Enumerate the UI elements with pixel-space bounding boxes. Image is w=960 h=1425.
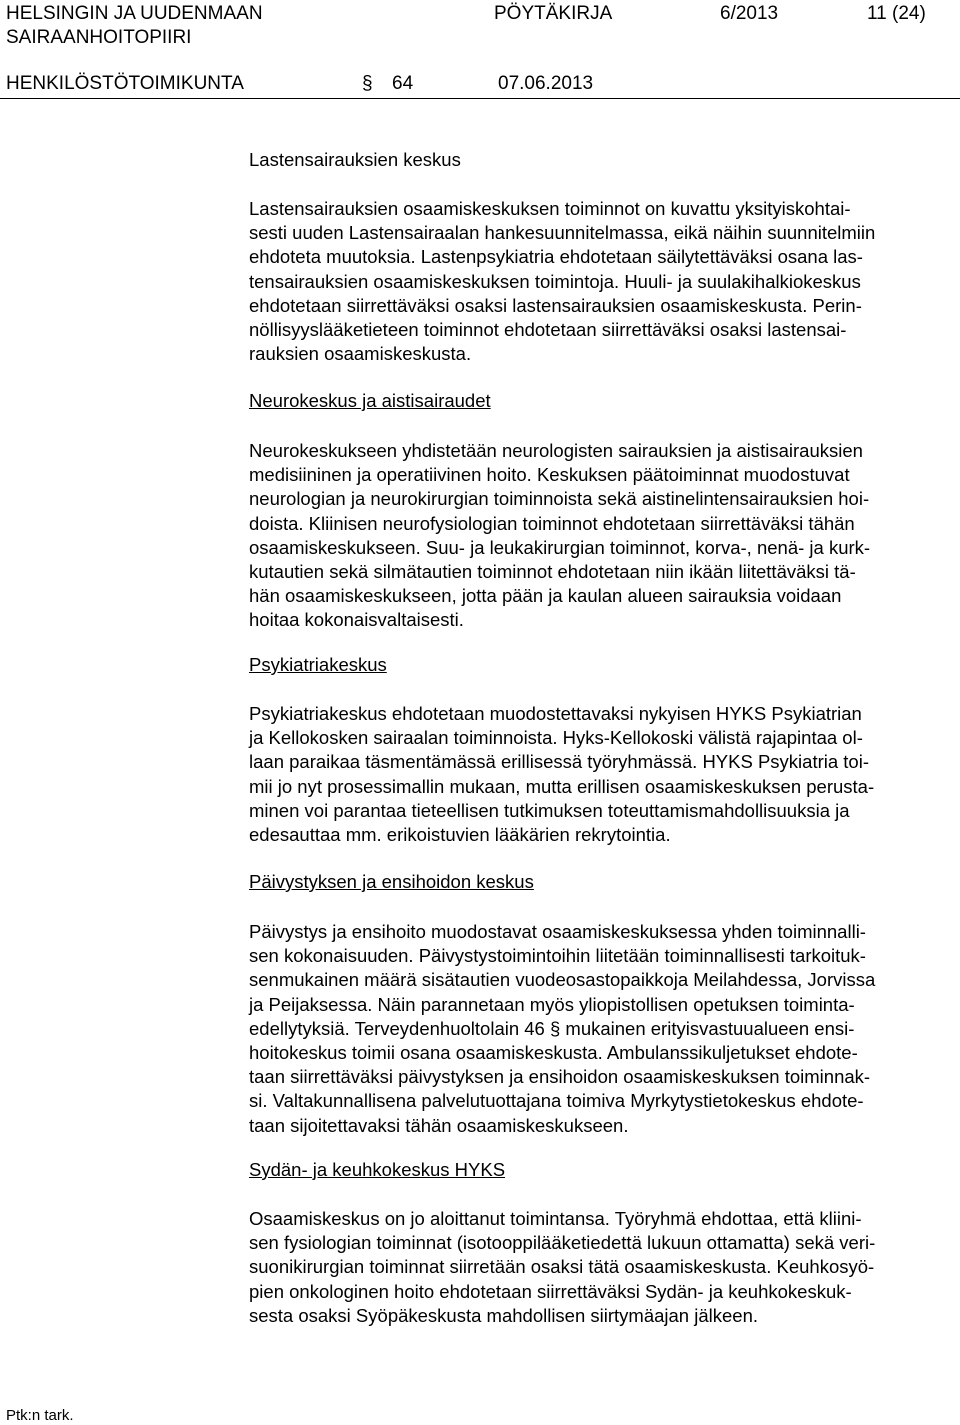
org-name-line2: SAIRAANHOITOPIIRI xyxy=(6,27,192,48)
section-psykiatriakeskus xyxy=(249,653,955,847)
paragraph-line: edellytyksiä. Terveydenhuoltolain 46 § mukainen erityisvastuualueen ensi- xyxy=(249,1017,855,1039)
footer-verification-label: Ptk:n tark. xyxy=(6,1407,74,1424)
section-title: Sydän- ja keuhkokeskus HYKS xyxy=(249,1159,506,1180)
section-lastensairauksien-keskus xyxy=(249,148,955,366)
section-title: Päivystyksen ja ensihoidon keskus xyxy=(249,871,534,892)
paragraph-line: Neurokeskukseen yhdistetään neurologisten sairauksien ja aistisairauksien xyxy=(249,440,863,461)
paragraph-line: pien onkologinen hoito ehdotetaan siirrettäväksi Sydän- ja keuhkokeskuk- xyxy=(249,1280,852,1302)
paragraph-line: hoitokeskus toimii osana osaamiskeskusta. Ambulanssikuljetukset ehdote- xyxy=(249,1042,858,1064)
paragraph-line: sesta osaksi Syöpäkeskusta mahdollisen siirtymäajan jälkeen. xyxy=(249,1304,759,1326)
section-paragraph xyxy=(249,1207,955,1328)
paragraph-line: ehdotetaan siirrettäväksi osaksi lastensairauksien osaamiskeskusta. Perin- xyxy=(249,294,862,316)
paragraph-line: sen kokonaisuuden. Päivystystoimintoihin liitetään toiminnallisesti tarkoituk- xyxy=(249,945,866,967)
section-neurokeskus xyxy=(249,389,955,633)
paragraph-line: laan paraikaa täsmentämässä erillisessä työryhmässä. HYKS Psykiatria toi- xyxy=(249,751,869,773)
paragraph-line: Psykiatriakeskus ehdotetaan muodostettavaksi nykyisen HYKS Psykiatrian xyxy=(249,703,862,724)
section-mark: § xyxy=(362,73,373,94)
paragraph-line: doista. Kliinisen neurofysiologian toiminnot ehdotetaan siirrettäväksi tähän xyxy=(249,512,855,534)
paragraph-line: taan sijoitettavaksi tähän osaamiskeskukseen. xyxy=(249,1114,629,1136)
meeting-date: 07.06.2013 xyxy=(498,73,594,94)
paragraph-line: si. Valtakunnallisena palvelutuottajana toimiva Myrkytystietokeskus ehdote- xyxy=(249,1090,864,1112)
paragraph-line: medisiininen ja operatiivinen hoito. Keskuksen päätoiminnat muodostuvat xyxy=(249,464,850,486)
paragraph-line: rauksien osaamiskeskusta. xyxy=(249,343,472,365)
paragraph-line: neurologian ja neurokirurgian toiminnoista sekä aistinelintensairauksien hoi- xyxy=(249,488,870,510)
section-paragraph xyxy=(249,197,955,366)
committee-name: HENKILÖSTÖTOIMIKUNTA xyxy=(6,73,244,94)
paragraph-line: Osaamiskeskus on jo aloittanut toimintansa. Työryhmä ehdottaa, että kliini- xyxy=(249,1208,862,1229)
paragraph-line: hän osaamiskeskukseen, jotta pään ja kaulan alueen sairauksia voidaan xyxy=(249,585,842,607)
org-name-line1: HELSINGIN JA UUDENMAAN xyxy=(6,3,263,24)
section-title: Psykiatriakeskus xyxy=(249,654,387,675)
paragraph-line: ja Peijaksessa. Näin parannetaan myös yliopistollisen opetuksen toiminta- xyxy=(249,993,855,1015)
header-rule xyxy=(0,98,960,99)
paragraph-line: osaamiskeskukseen. Suu- ja leukakirurgian toiminnot, korva-, nenä- ja kurk- xyxy=(249,536,871,558)
paragraph-line: nöllisyyslääketieteen toiminnot ehdotetaan siirrettäväksi osaksi lastensai- xyxy=(249,319,847,341)
paragraph-line: kutautien sekä silmätautien toiminnot ehdotetaan niin ikään liitettäväksi tä- xyxy=(249,561,856,583)
section-title: Neurokeskus ja aistisairaudet xyxy=(249,390,491,411)
paragraph-line: minen voi parantaa tieteellisen tutkimuksen toteuttamismahdollisuuksia ja xyxy=(249,799,850,821)
paragraph-line: ehdoteta muutoksia. Lastenpsykiatria ehdotetaan säilytettäväksi osana las- xyxy=(249,246,863,268)
paragraph-line: taan siirrettäväksi päivystyksen ja ensihoidon osaamiskeskuksen toiminnak- xyxy=(249,1066,871,1088)
paragraph-line: Päivystys ja ensihoito muodostavat osaamiskeskuksessa yhden toiminnalli- xyxy=(249,921,866,942)
document-type: PÖYTÄKIRJA xyxy=(494,3,613,24)
paragraph-line: senmukainen määrä sisätautien vuodeosastopaikkoja Meilahdessa, Jorvissa xyxy=(249,969,876,991)
section-title: Lastensairauksien keskus xyxy=(249,149,461,170)
section-paivystyksen-keskus xyxy=(249,870,955,1138)
paragraph-line: tensairauksien osaamiskeskuksen toimintoja. Huuli- ja suulakihalkiokeskus xyxy=(249,270,861,292)
section-sydan-ja-keuhkokeskus xyxy=(249,1158,955,1328)
paragraph-line: sesti uuden Lastensairaalan hankesuunnitelmassa, eikä näihin suunnitelmiin xyxy=(249,222,876,244)
paragraph-line: edesauttaa mm. erikoistuvien lääkärien rekrytointia. xyxy=(249,824,671,846)
page-info: 11 (24) xyxy=(867,3,926,24)
paragraph-line: mii jo nyt prosessimallin mukaan, mutta erillisen osaamiskeskuksen perusta- xyxy=(249,775,875,797)
section-paragraph xyxy=(249,920,955,1138)
paragraph-line: ja Kellokosken sairaalan toiminnoista. Hyks-Kellokoski välistä rajapintaa ol- xyxy=(249,727,863,749)
paragraph-line: Lastensairauksien osaamiskeskuksen toiminnot on kuvattu yksityiskohtai- xyxy=(249,198,851,219)
paragraph-line: hoitaa kokonaisvaltaisesti. xyxy=(249,609,464,631)
paragraph-line: suonikirurgian toiminnat siirretään osaksi tätä osaamiskeskusta. Keuhkosyö- xyxy=(249,1256,875,1278)
paragraph-line: sen fysiologian toiminnat (isotooppilääketiedettä lukuun ottamatta) sekä veri- xyxy=(249,1232,876,1254)
section-paragraph xyxy=(249,702,955,847)
section-number: 64 xyxy=(392,73,414,94)
document-number: 6/2013 xyxy=(720,3,779,24)
section-paragraph xyxy=(249,439,955,633)
